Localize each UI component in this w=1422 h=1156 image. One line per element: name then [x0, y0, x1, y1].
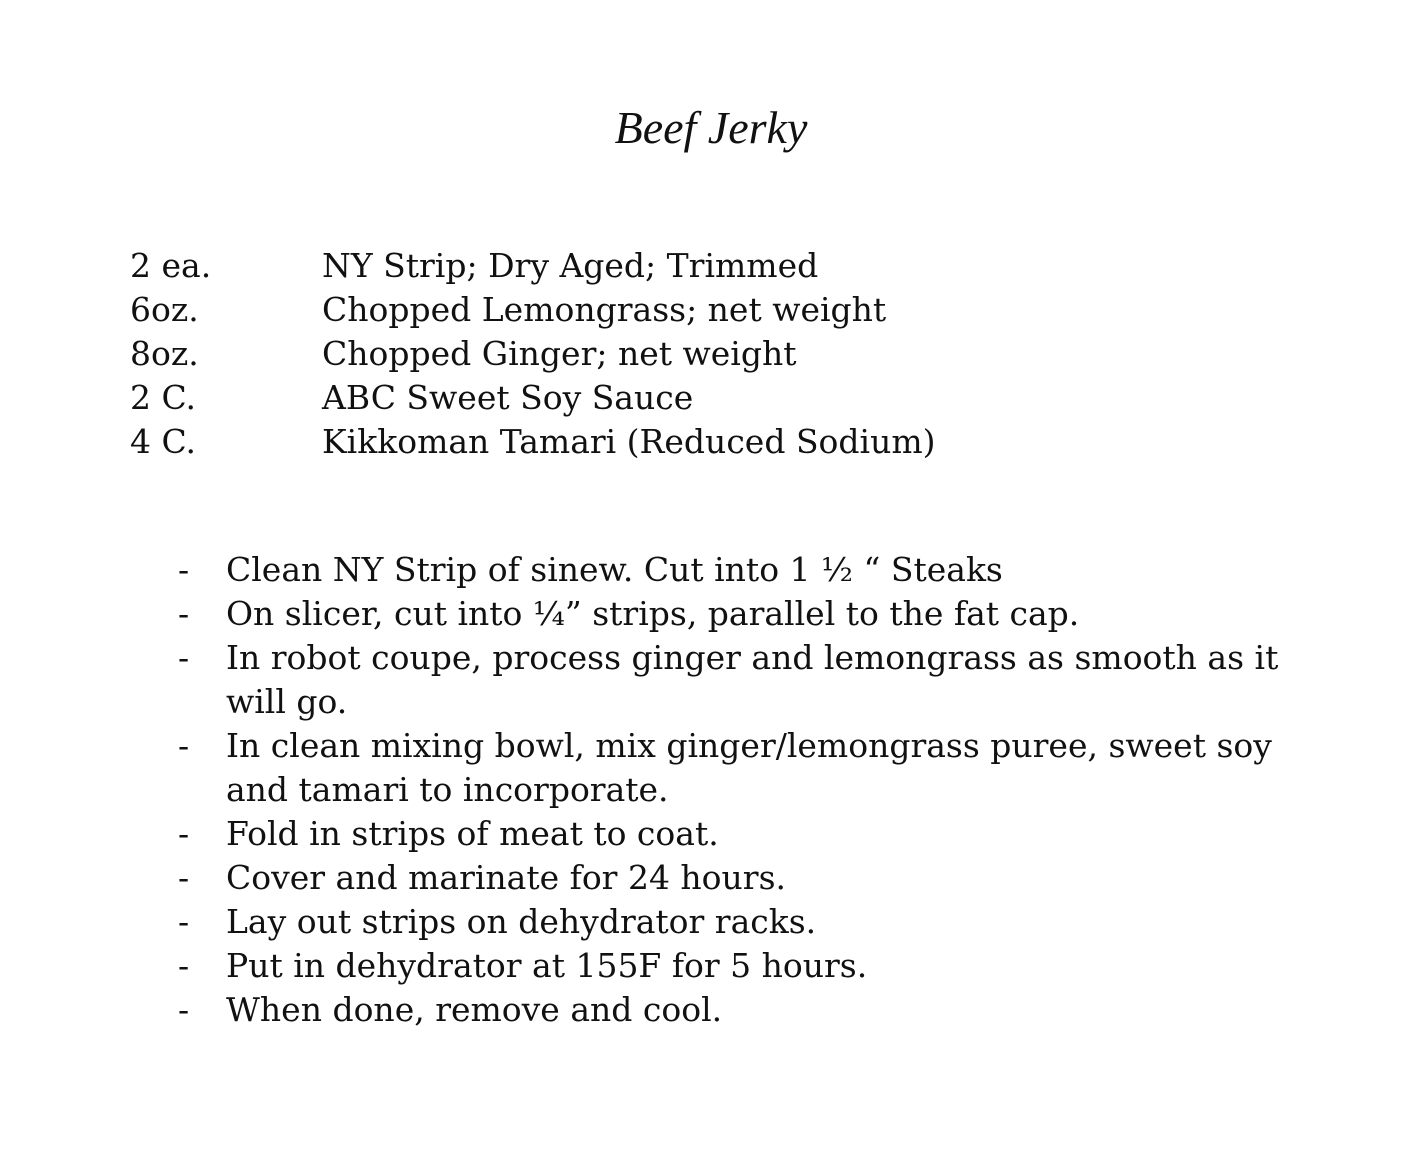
ingredient-quantity: 2 C.	[130, 377, 197, 417]
bullet-dash: -	[178, 814, 190, 853]
instruction-step	[174, 944, 1314, 988]
instruction-text: When done, remove and cool.	[226, 990, 723, 1029]
bullet-dash: -	[178, 594, 190, 633]
bullet-dash: -	[178, 550, 190, 589]
instruction-text: Fold in strips of meat to coat.	[226, 814, 719, 853]
bullet-dash: -	[178, 638, 190, 677]
instruction-step	[174, 592, 1314, 636]
instruction-step	[174, 988, 1314, 1032]
ingredient-row	[130, 287, 1290, 331]
bullet-dash: -	[178, 990, 190, 1029]
instruction-text: On slicer, cut into ¼” strips, parallel to the fat cap.	[226, 594, 1080, 633]
ingredient-quantity: 4 C.	[130, 421, 197, 461]
instruction-step	[174, 812, 1314, 856]
ingredient-row	[130, 419, 1290, 463]
ingredient-list	[130, 243, 1290, 463]
instruction-step	[174, 900, 1314, 944]
ingredient-name: ABC Sweet Soy Sauce	[322, 377, 694, 417]
ingredient-row	[130, 243, 1290, 287]
instruction-text: Lay out strips on dehydrator racks.	[226, 902, 817, 941]
ingredient-quantity: 6oz.	[130, 289, 199, 329]
recipe-title: Beef Jerky	[614, 102, 808, 153]
bullet-dash: -	[178, 858, 190, 897]
ingredient-name: Chopped Ginger; net weight	[322, 333, 797, 373]
ingredient-name: Chopped Lemongrass; net weight	[322, 289, 887, 329]
instruction-step	[174, 548, 1314, 592]
instruction-text: Clean NY Strip of sinew. Cut into 1 ½ “ Steaks	[226, 550, 1003, 589]
instruction-step	[174, 856, 1314, 900]
ingredient-row	[130, 375, 1290, 419]
ingredient-name: Kikkoman Tamari (Reduced Sodium)	[322, 421, 936, 461]
instruction-list	[174, 548, 1314, 1032]
ingredient-row	[130, 331, 1290, 375]
bullet-dash: -	[178, 902, 190, 941]
ingredient-quantity: 8oz.	[130, 333, 199, 373]
instruction-step	[174, 636, 1314, 724]
instruction-text: Cover and marinate for 24 hours.	[226, 858, 787, 897]
bullet-dash: -	[178, 946, 190, 985]
instruction-text: In robot coupe, process ginger and lemongrass as smooth as it will go.	[226, 638, 1279, 721]
ingredient-name: NY Strip; Dry Aged; Trimmed	[322, 245, 819, 285]
ingredient-quantity: 2 ea.	[130, 245, 212, 285]
instruction-text: Put in dehydrator at 155F for 5 hours.	[226, 946, 868, 985]
instruction-step	[174, 724, 1314, 812]
bullet-dash: -	[178, 726, 190, 765]
instruction-text: In clean mixing bowl, mix ginger/lemongrass puree, sweet soy and tamari to incorporate.	[226, 726, 1272, 809]
